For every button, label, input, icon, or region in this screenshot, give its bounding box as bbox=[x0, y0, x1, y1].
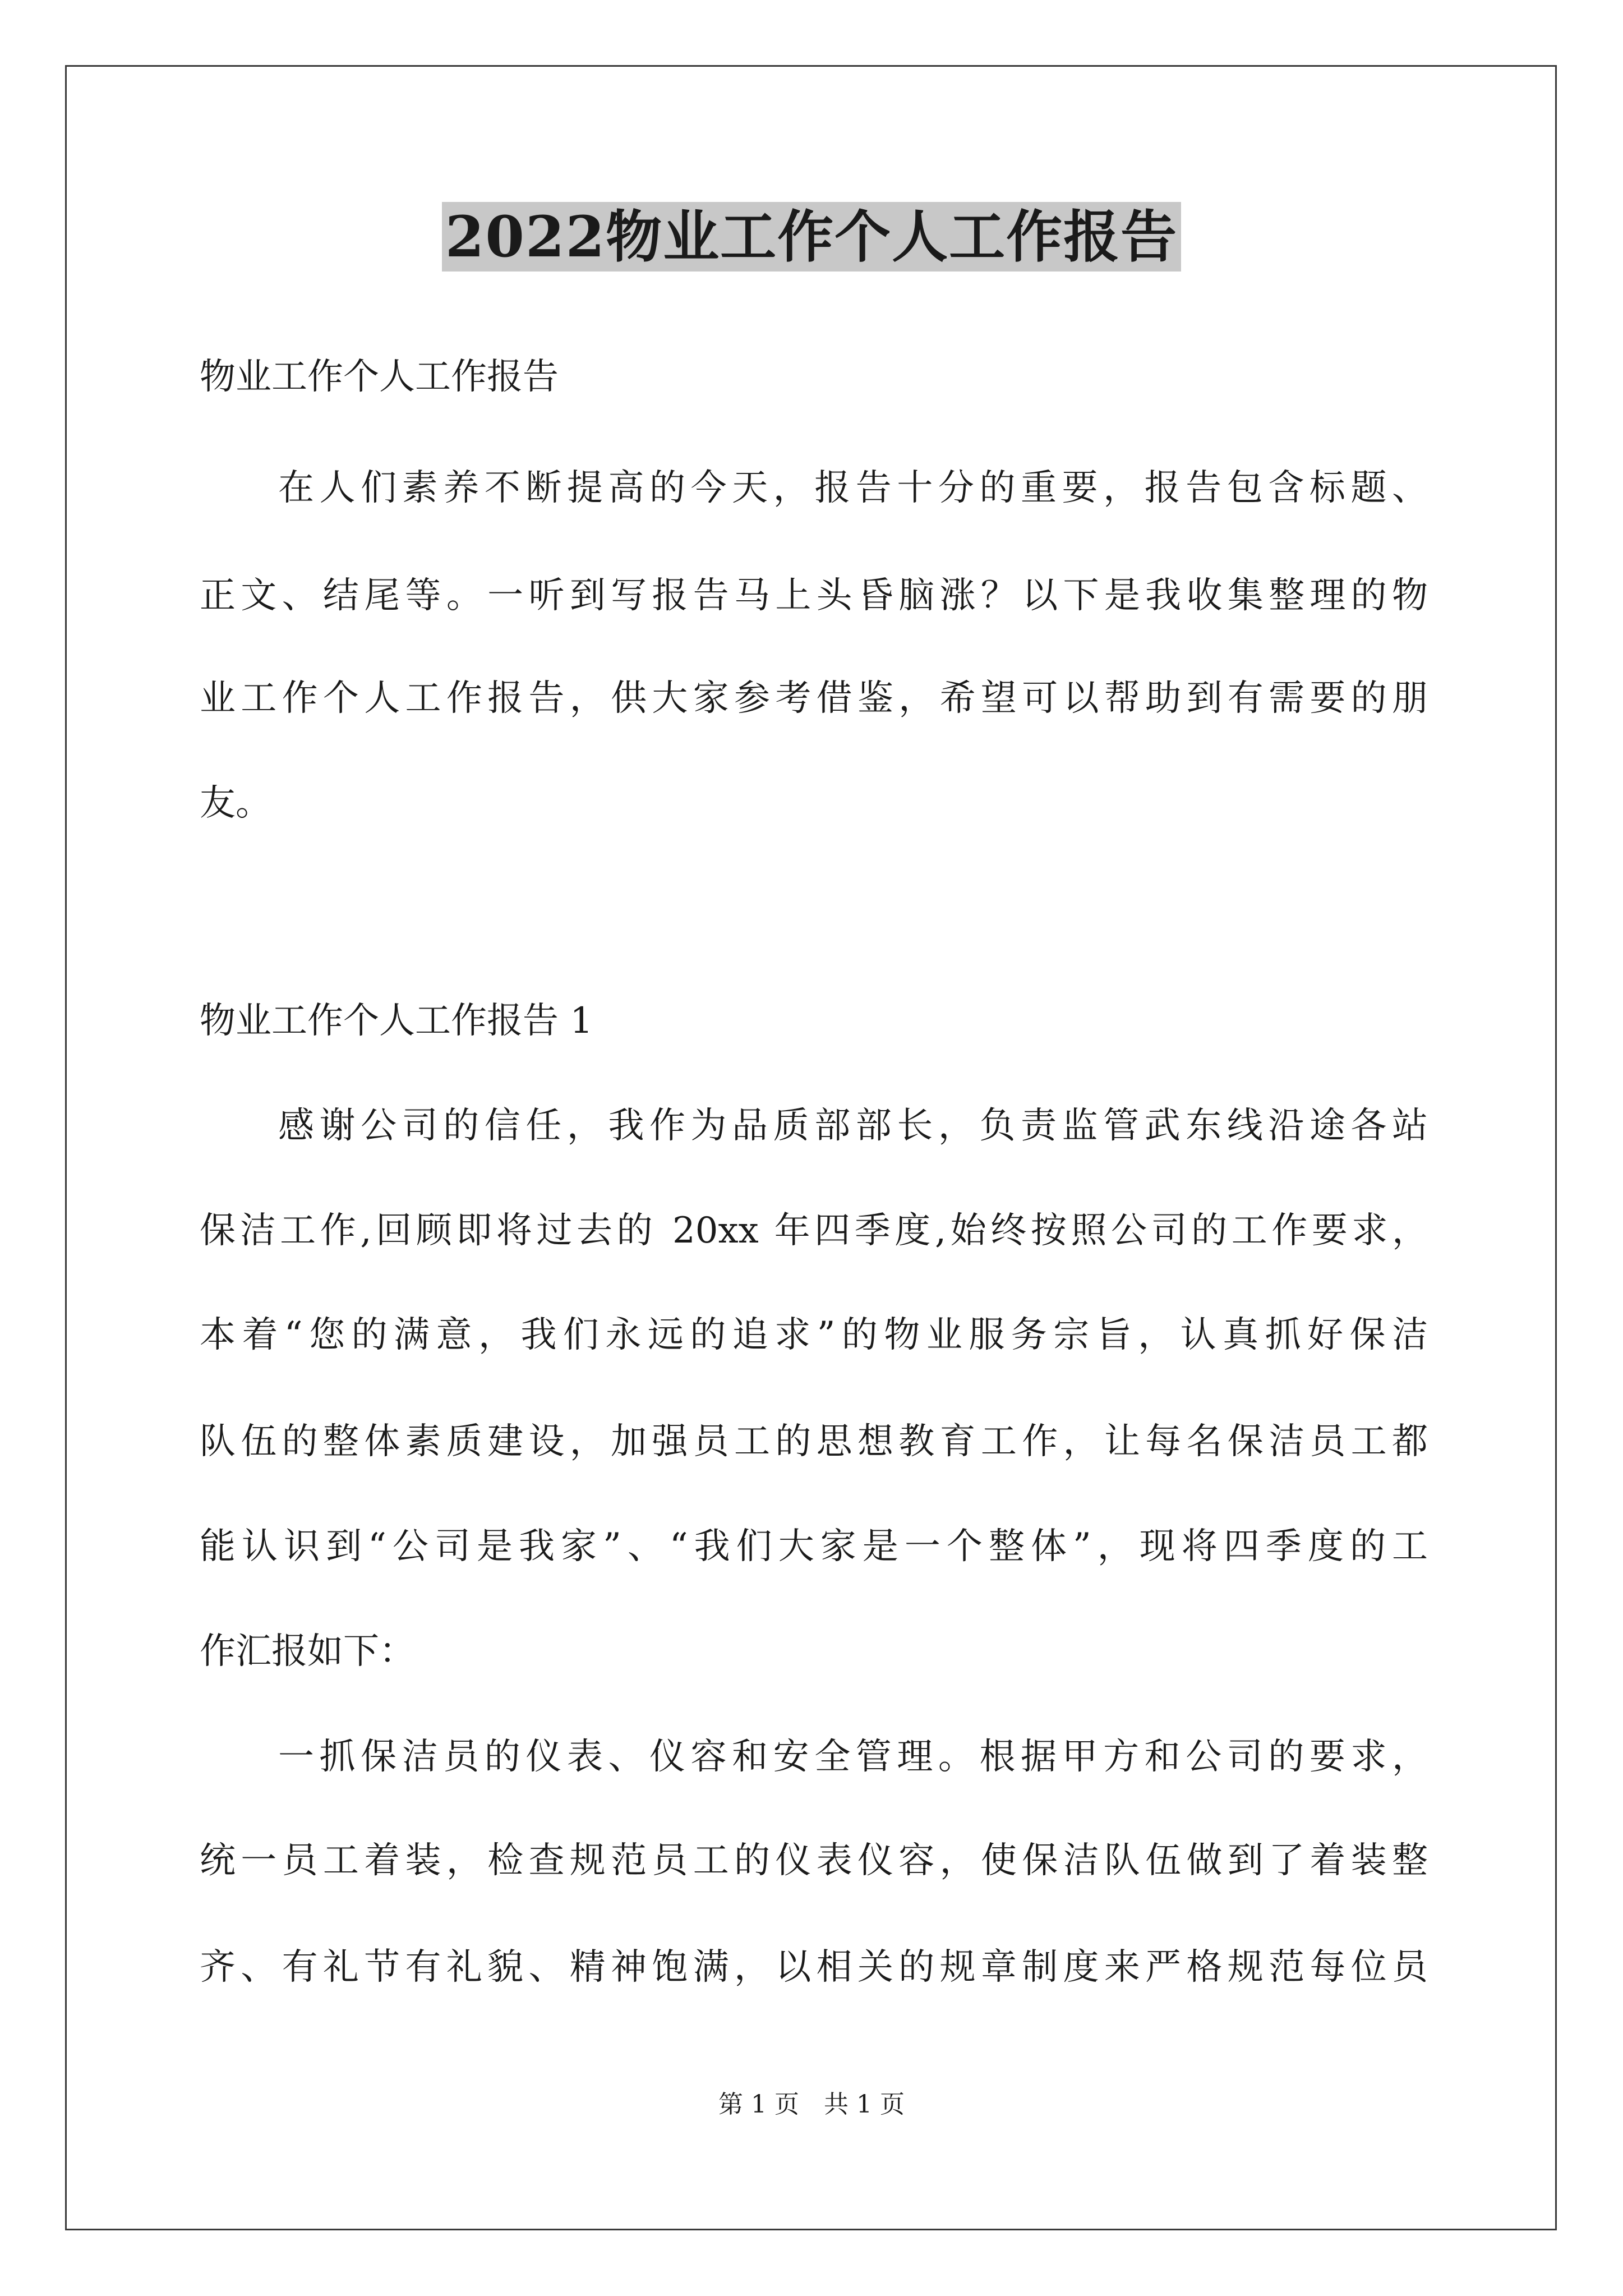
paragraph-line: 友。 bbox=[200, 783, 271, 824]
paragraph-line: 感谢公司的信任，我作为品质部部长，负责监管武东线沿途各站 bbox=[278, 1105, 1428, 1147]
paragraph-line: 作汇报如下： bbox=[200, 1631, 415, 1672]
paragraph-line: 队伍的整体素质建设，加强员工的思想教育工作，让每名保洁员工都 bbox=[200, 1421, 1428, 1462]
page-number-footer: 第 1 页 共 1 页 bbox=[718, 2090, 905, 2119]
paragraph-line: 保洁工作,回顾即将过去的 20xx 年四季度,始终按照公司的工作要求， bbox=[200, 1210, 1428, 1251]
document-title-text: 2022物业工作个人工作报告 bbox=[442, 202, 1181, 272]
paragraph-line: 本着“您的满意，我们永远的追求”的物业服务宗旨，认真抓好保洁 bbox=[200, 1314, 1428, 1356]
paragraph-line: 业工作个人工作报告，供大家参考借鉴，希望可以帮助到有需要的朋 bbox=[200, 678, 1428, 719]
paragraph-line: 能认识到“公司是我家”、“我们大家是一个整体”，现将四季度的工 bbox=[200, 1526, 1428, 1567]
paragraph-line: 在人们素养不断提高的今天，报告十分的重要，报告包含标题、 bbox=[278, 467, 1428, 509]
paragraph-line: 正文、结尾等。一听到写报告马上头昏脑涨？以下是我收集整理的物 bbox=[200, 575, 1428, 616]
paragraph-line: 一抓保洁员的仪表、仪容和安全管理。根据甲方和公司的要求， bbox=[278, 1736, 1428, 1778]
section-heading: 物业工作个人工作报告 1 bbox=[200, 1000, 593, 1042]
paragraph-line: 统一员工着装，检查规范员工的仪表仪容，使保洁队伍做到了着装整 bbox=[200, 1840, 1428, 1881]
paragraph-line: 齐、有礼节有礼貌、精神饱满，以相关的规章制度来严格规范每位员 bbox=[200, 1947, 1428, 1988]
intro-heading: 物业工作个人工作报告 bbox=[200, 356, 559, 398]
document-title bbox=[0, 202, 1623, 272]
